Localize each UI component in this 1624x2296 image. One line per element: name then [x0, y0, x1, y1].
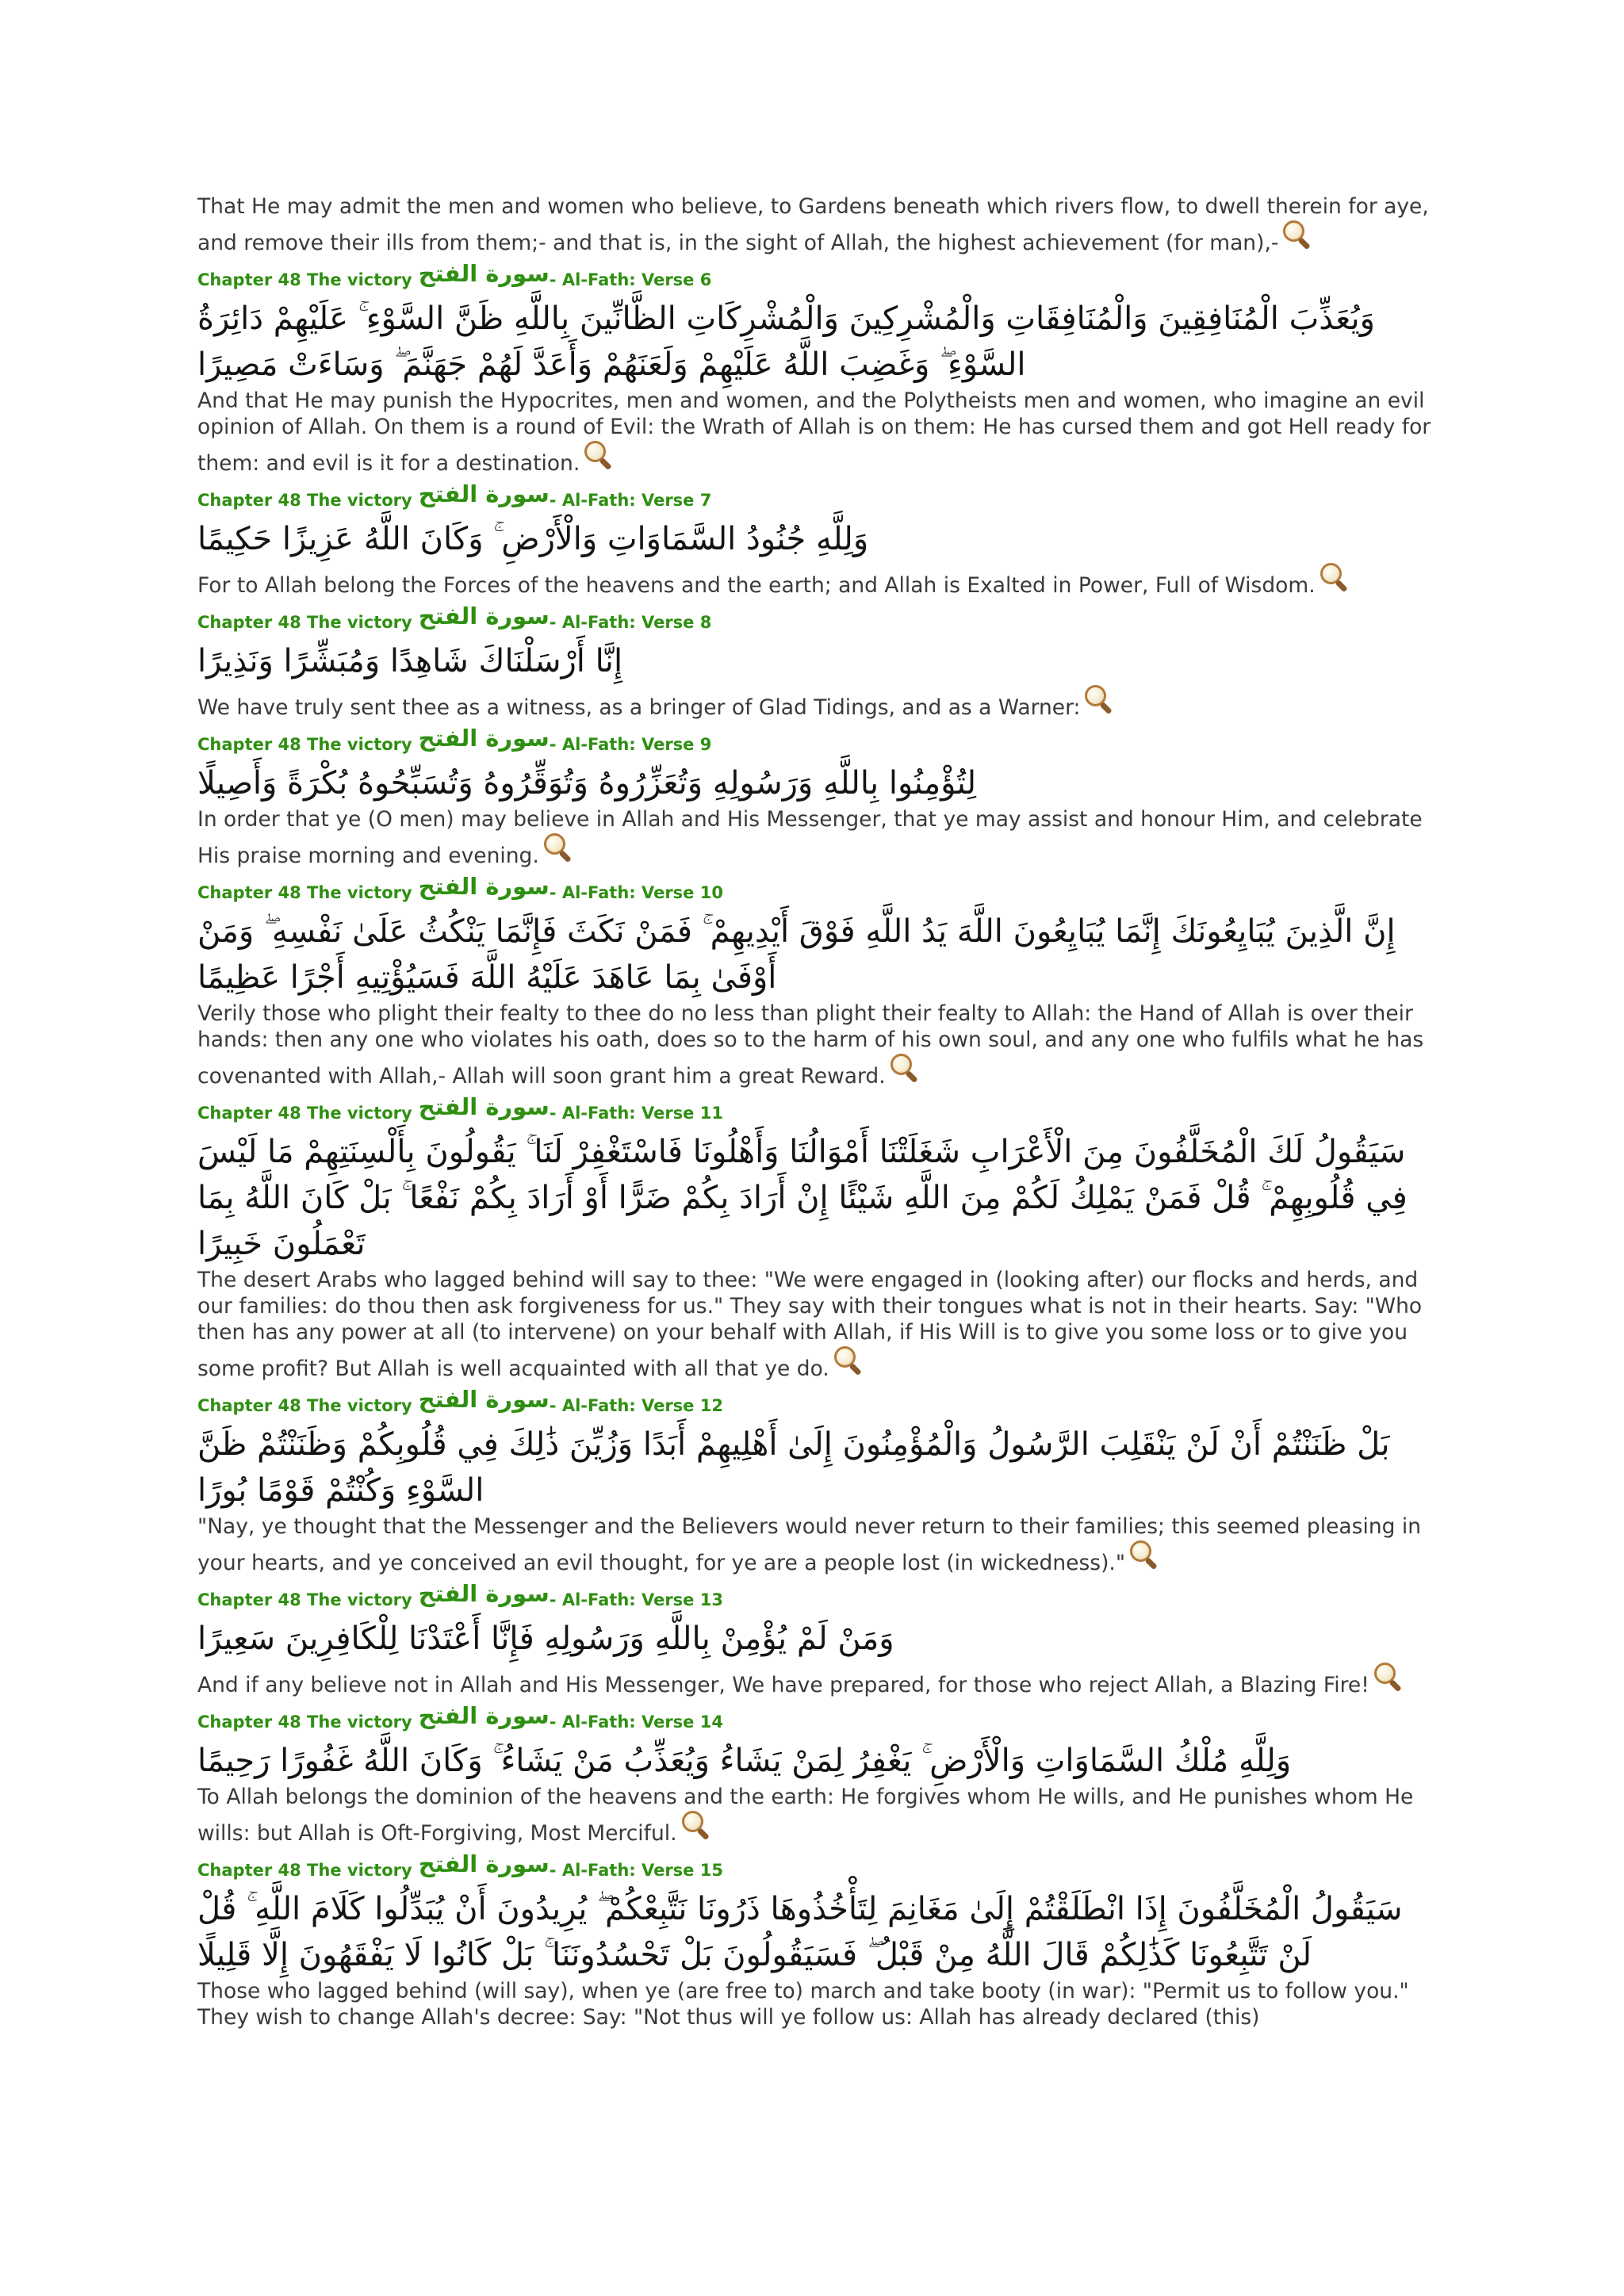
chapter-label: Chapter 48 The victory: [197, 1712, 412, 1732]
magnifier-icon[interactable]: [680, 1810, 712, 1840]
verse-reference: - Al-Fath: Verse 15: [549, 1861, 723, 1880]
verse-15: [197, 1850, 1434, 2030]
verse-14: [197, 1701, 1434, 1846]
magnifier-icon[interactable]: [583, 440, 615, 470]
surah-name-arabic: سورة الفتح: [418, 603, 550, 629]
chapter-label: Chapter 48 The victory: [197, 735, 412, 754]
chapter-label: Chapter 48 The victory: [197, 613, 412, 632]
verse-9: [197, 724, 1434, 869]
verse-10-translation: [197, 1001, 1434, 1089]
verse-reference: - Al-Fath: Verse 8: [549, 613, 712, 632]
verse-7-translation: [197, 562, 1434, 599]
verse-6: [197, 259, 1434, 476]
surah-name-arabic: سورة الفتح: [418, 480, 550, 507]
magnifier-icon[interactable]: [1281, 220, 1313, 250]
verse-12-header: [197, 1385, 1434, 1422]
translation-text: "Nay, ye thought that the Messenger and the Believers would never return to their families; this seemed pleasing in your hearts, and ye conceived an evil thought, for ye are a people lost (in wickedness).": [197, 1514, 1422, 1575]
chapter-label: Chapter 48 The victory: [197, 1104, 412, 1123]
verse-reference: - Al-Fath: Verse 9: [549, 735, 712, 754]
translation-text: We have truly sent thee as a witness, as a bringer of Glad Tidings, and as a Warner:: [197, 695, 1081, 720]
verse-14-arabic: وَلِلَّهِ مُلْكُ السَّمَاوَاتِ وَالْأَرْضِ ۚ يَغْفِرُ لِمَنْ يَشَاءُ وَيُعَذِّبُ مَنْ يَشَاءُ ۚ وَكَانَ اللَّهُ غَفُورًا رَحِيمًا: [197, 1743, 1292, 1779]
chapter-label: Chapter 48 The victory: [197, 1590, 412, 1609]
verse-6-translation: [197, 388, 1434, 476]
translation-text: For to Allah belong the Forces of the heavens and the earth; and Allah is Exalted in Power, Full of Wisdom.: [197, 573, 1316, 598]
surah-name-arabic: سورة الفتح: [418, 873, 550, 900]
verse-reference: - Al-Fath: Verse 11: [549, 1104, 723, 1123]
intro-translation: [197, 193, 1434, 256]
verse-8-translation: [197, 684, 1434, 721]
verse-reference: - Al-Fath: Verse 14: [549, 1712, 723, 1732]
chapter-label: Chapter 48 The victory: [197, 1861, 412, 1880]
verse-12: [197, 1385, 1434, 1576]
verse-12-translation: [197, 1513, 1434, 1576]
verse-9-arabic: لِتُؤْمِنُوا بِاللَّهِ وَرَسُولِهِ وَتُعَزِّرُوهُ وَتُوَقِّرُوهُ وَتُسَبِّحُوهُ بُكْرَةً وَأَصِيلًا: [197, 765, 977, 802]
verse-15-header: [197, 1850, 1434, 1886]
verse-6-arabic: وَيُعَذِّبَ الْمُنَافِقِينَ وَالْمُنَافِقَاتِ وَالْمُشْرِكِينَ وَالْمُشْرِكَاتِ الظَّانِّينَ بِاللَّهِ ظَنَّ السَّوْءِ ۚ عَلَيْهِمْ دَائِرَةُ السَّوْءِ ۖ وَغَضِبَ اللَّهُ عَلَيْهِمْ وَلَعَنَهُمْ وَأَعَدَّ لَهُمْ جَهَنَّمَ ۖ وَسَاءَتْ مَصِيرًا: [197, 300, 1375, 383]
translation-text: In order that ye (O men) may believe in Allah and His Messenger, that ye may assist and honour Him, and celebrate His praise morning and evening.: [197, 807, 1423, 868]
verse-13: [197, 1579, 1434, 1698]
chapter-label: Chapter 48 The victory: [197, 270, 412, 289]
chapter-label: Chapter 48 The victory: [197, 491, 412, 510]
verse-8-header: [197, 602, 1434, 638]
verse-7: [197, 480, 1434, 599]
verse-reference: - Al-Fath: Verse 13: [549, 1590, 723, 1609]
translation-text: Verily those who plight their fealty to thee do no less than plight their fealty to Allah: the Hand of Allah is over their hands: then any one who violates his oath, does so to the harm of his own soul, and any one who fulfils what he has covenanted with Allah,- Allah will soon grant him a great Reward.: [197, 1001, 1424, 1089]
surah-name-arabic: سورة الفتح: [418, 1580, 550, 1607]
magnifier-icon[interactable]: [1128, 1540, 1160, 1570]
surah-name-arabic: سورة الفتح: [418, 1093, 550, 1120]
magnifier-icon[interactable]: [1373, 1662, 1404, 1692]
surah-name-arabic: سورة الفتح: [418, 1386, 550, 1413]
verse-6-header: [197, 259, 1434, 296]
page-content: [197, 193, 1434, 2030]
verse-reference: - Al-Fath: Verse 12: [549, 1396, 723, 1415]
verse-9-translation: [197, 806, 1434, 869]
verse-10-arabic: إِنَّ الَّذِينَ يُبَايِعُونَكَ إِنَّمَا يُبَايِعُونَ اللَّهَ يَدُ اللَّهِ فَوْقَ أَيْدِيهِمْ ۚ فَمَنْ نَكَثَ فَإِنَّمَا يَنْكُثُ عَلَىٰ نَفْسِهِ ۖ وَمَنْ أَوْفَىٰ بِمَا عَاهَدَ عَلَيْهُ اللَّهَ فَسَيُؤْتِيهِ أَجْرًا عَظِيمًا: [197, 913, 1396, 996]
chapter-label: Chapter 48 The victory: [197, 1396, 412, 1415]
surah-name-arabic: سورة الفتح: [418, 260, 550, 287]
verse-reference: - Al-Fath: Verse 10: [549, 883, 723, 902]
translation-text: That He may admit the men and women who believe, to Gardens beneath which rivers flow, to dwell therein for aye, and remove their ills from them;- and that is, in the sight of Allah, the highest achievement (for man),-: [197, 194, 1429, 255]
magnifier-icon[interactable]: [833, 1345, 864, 1376]
translation-text: The desert Arabs who lagged behind will say to thee: "We were engaged in (looking after) our flocks and herds, and our families: do thou then ask forgiveness for us." They say with their tongues what is not in their hearts. Say: "Who then has any power at all (to intervene) on your behalf with Allah, if His Will is to give you some loss or to give you some profit? But Allah is well acquainted with all that ye do.: [197, 1268, 1423, 1381]
verse-8-arabic: إِنَّا أَرْسَلْنَاكَ شَاهِدًا وَمُبَشِّرًا وَنَذِيرًا: [197, 643, 623, 679]
magnifier-icon[interactable]: [1319, 562, 1350, 592]
verse-7-arabic: وَلِلَّهِ جُنُودُ السَّمَاوَاتِ وَالْأَرْضِ ۚ وَكَانَ اللَّهُ عَزِيزًا حَكِيمًا: [197, 521, 869, 557]
verse-reference: - Al-Fath: Verse 7: [549, 491, 712, 510]
verse-11-header: [197, 1093, 1434, 1129]
magnifier-icon[interactable]: [889, 1053, 921, 1083]
surah-name-arabic: سورة الفتح: [418, 725, 550, 752]
translation-text: To Allah belongs the dominion of the heavens and the earth: He forgives whom He wills, and He punishes whom He wills: but Allah is Oft-Forgiving, Most Merciful.: [197, 1785, 1414, 1846]
verse-13-arabic: وَمَنْ لَمْ يُؤْمِنْ بِاللَّهِ وَرَسُولِهِ فَإِنَّا أَعْتَدْنَا لِلْكَافِرِينَ سَعِيرًا: [197, 1621, 894, 1657]
chapter-label: Chapter 48 The victory: [197, 883, 412, 902]
verse-12-arabic: بَلْ ظَنَنْتُمْ أَنْ لَنْ يَنْقَلِبَ الرَّسُولُ وَالْمُؤْمِنُونَ إِلَىٰ أَهْلِيهِمْ أَبَدًا وَزُيِّنَ ذَٰلِكَ فِي قُلُوبِكُمْ وَظَنَنْتُمْ ظَنَّ السَّوْءِ وَكُنْتُمْ قَوْمًا بُورًا: [197, 1426, 1390, 1509]
verse-11-arabic: سَيَقُولُ لَكَ الْمُخَلَّفُونَ مِنَ الْأَعْرَابِ شَغَلَتْنَا أَمْوَالُنَا وَأَهْلُونَا فَاسْتَغْفِرْ لَنَا ۚ يَقُولُونَ بِأَلْسِنَتِهِمْ مَا لَيْسَ فِي قُلُوبِهِمْ ۚ قُلْ فَمَنْ يَمْلِكُ لَكُمْ مِنَ اللَّهِ شَيْئًا إِنْ أَرَادَ بِكُمْ ضَرًّا أَوْ أَرَادَ بِكُمْ نَفْعًا ۚ بَلْ كَانَ اللَّهُ بِمَا تَعْمَلُونَ خَبِيرًا: [197, 1134, 1408, 1262]
verse-14-translation: [197, 1784, 1434, 1846]
surah-name-arabic: سورة الفتح: [418, 1702, 550, 1729]
translation-text: Those who lagged behind (will say), when ye (are free to) march and take booty (in war): "Permit us to follow you." They wish to change Allah's decree: Say: "Not thus will ye follow us: Allah has already declared (this): [197, 1979, 1409, 2030]
translation-text: And that He may punish the Hypocrites, men and women, and the Polytheists men and women, who imagine an evil opinion of Allah. On them is a round of Evil: the Wrath of Allah is on them: He has cursed them and got Hell ready for them: and evil is it for a destination.: [197, 388, 1431, 476]
verse-11-translation: [197, 1267, 1434, 1382]
translation-text: And if any believe not in Allah and His Messenger, We have prepared, for those who reject Allah, a Blazing Fire!: [197, 1673, 1369, 1697]
verse-14-header: [197, 1701, 1434, 1738]
verse-reference: - Al-Fath: Verse 6: [549, 270, 712, 289]
verse-8: [197, 602, 1434, 721]
verse-10-header: [197, 872, 1434, 909]
verse-13-translation: [197, 1662, 1434, 1698]
verse-7-header: [197, 480, 1434, 516]
magnifier-icon[interactable]: [1083, 684, 1115, 714]
verse-11: [197, 1093, 1434, 1382]
verse-15-arabic: سَيَقُولُ الْمُخَلَّفُونَ إِذَا انْطَلَقْتُمْ إِلَىٰ مَغَانِمَ لِتَأْخُذُوهَا ذَرُونَا نَتَّبِعْكُمْ ۖ يُرِيدُونَ أَنْ يُبَدِّلُوا كَلَامَ اللَّهِ ۚ قُلْ لَنْ تَتَّبِعُونَا كَذَٰلِكُمْ قَالَ اللَّهُ مِنْ قَبْلُ ۖ فَسَيَقُولُونَ بَلْ تَحْسُدُونَنَا ۚ بَلْ كَانُوا لَا يَفْقَهُونَ إِلَّا قَلِيلًا: [197, 1891, 1403, 1973]
verse-9-header: [197, 724, 1434, 760]
verse-15-translation: [197, 1978, 1434, 2030]
verse-13-header: [197, 1579, 1434, 1616]
surah-name-arabic: سورة الفتح: [418, 1850, 550, 1877]
verse-10: [197, 872, 1434, 1089]
magnifier-icon[interactable]: [542, 832, 574, 863]
